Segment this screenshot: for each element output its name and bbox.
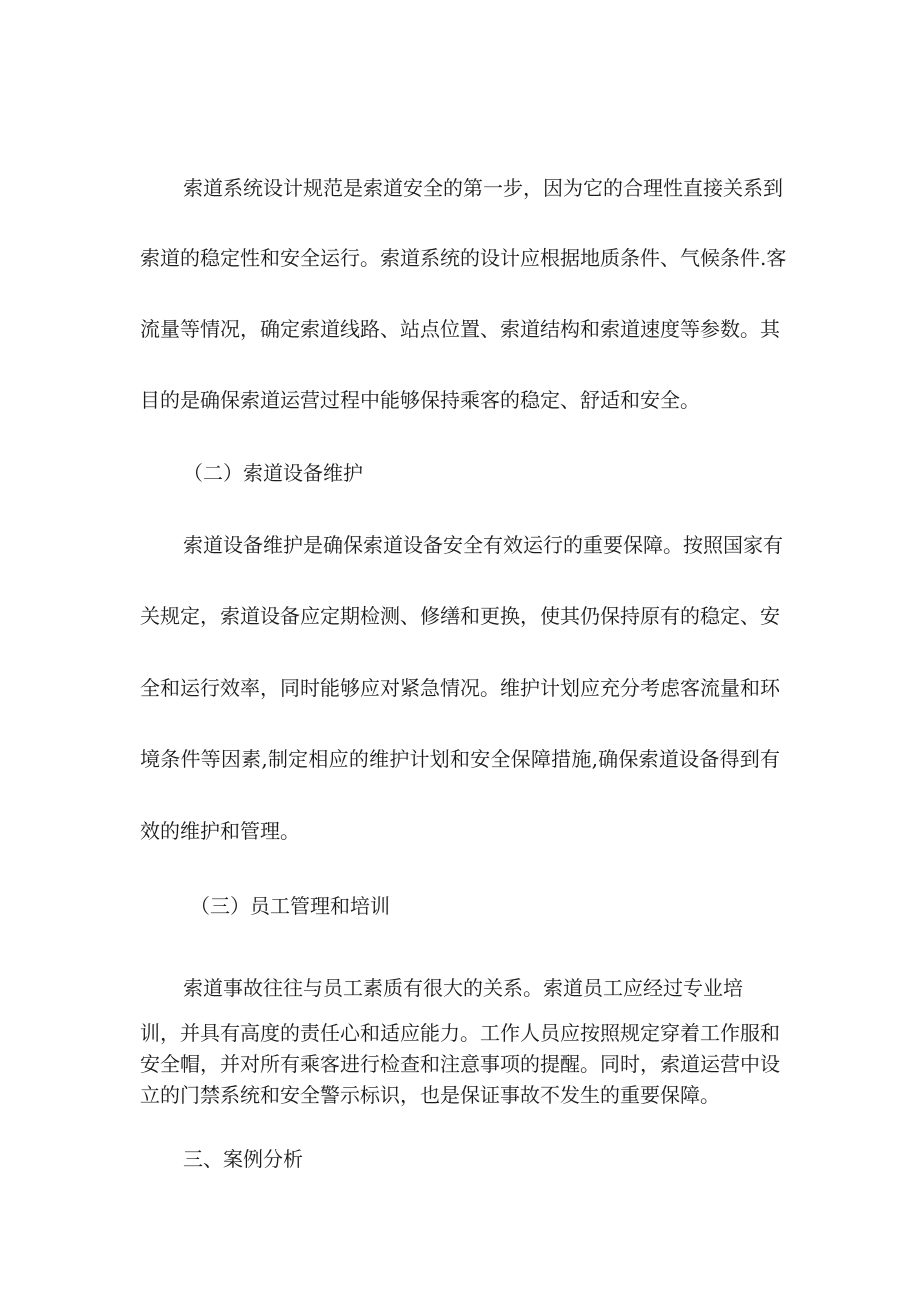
- paragraph-1-line-3: 流量等情况，确定索道线路、站点位置、索道结构和索道速度等参数。其: [140, 317, 780, 341]
- paragraph-2-line-4: 境条件等因素,制定相应的维护计划和安全保障措施,确保索道设备得到有: [140, 747, 780, 771]
- paragraph-3-line-1: 索道事故往往与员工素质有很大的关系。索道员工应经过专业培: [183, 976, 743, 1000]
- paragraph-2-line-5: 效的维护和管理。: [140, 819, 300, 843]
- paragraph-1-line-2: 索道的稳定性和安全运行。索道系统的设计应根据地质条件、气候条件.客: [140, 246, 787, 270]
- paragraph-3-line-3: 安全帽，并对所有乘客进行检查和注意事项的提醒。同时，索道运营中设: [140, 1052, 780, 1076]
- section-heading-3: （三）员工管理和培训: [190, 894, 390, 918]
- paragraph-3-line-2: 训，并具有高度的责任心和适应能力。工作人员应按照规定穿着工作服和: [140, 1021, 780, 1045]
- paragraph-2-line-1: 索道设备维护是确保索道设备安全有效运行的重要保障。按照国家有: [183, 533, 783, 557]
- section-heading-4: 三、案例分析: [183, 1147, 303, 1171]
- paragraph-3-line-4: 立的门禁系统和安全警示标识，也是保证事故不发生的重要保障。: [140, 1083, 720, 1107]
- paragraph-1-line-1: 索道系统设计规范是索道安全的第一步，因为它的合理性直接关系到: [183, 176, 783, 200]
- section-heading-2: （二）索道设备维护: [183, 461, 363, 485]
- paragraph-1-line-4: 目的是确保索道运营过程中能够保持乘客的稳定、舒适和安全。: [140, 388, 700, 412]
- paragraph-2-line-3: 全和运行效率，同时能够应对紧急情况。维护计划应充分考虑客流量和环: [140, 676, 780, 700]
- paragraph-2-line-2: 关规定，索道设备应定期检测、修缮和更换，使其仍保持原有的稳定、安: [140, 604, 780, 628]
